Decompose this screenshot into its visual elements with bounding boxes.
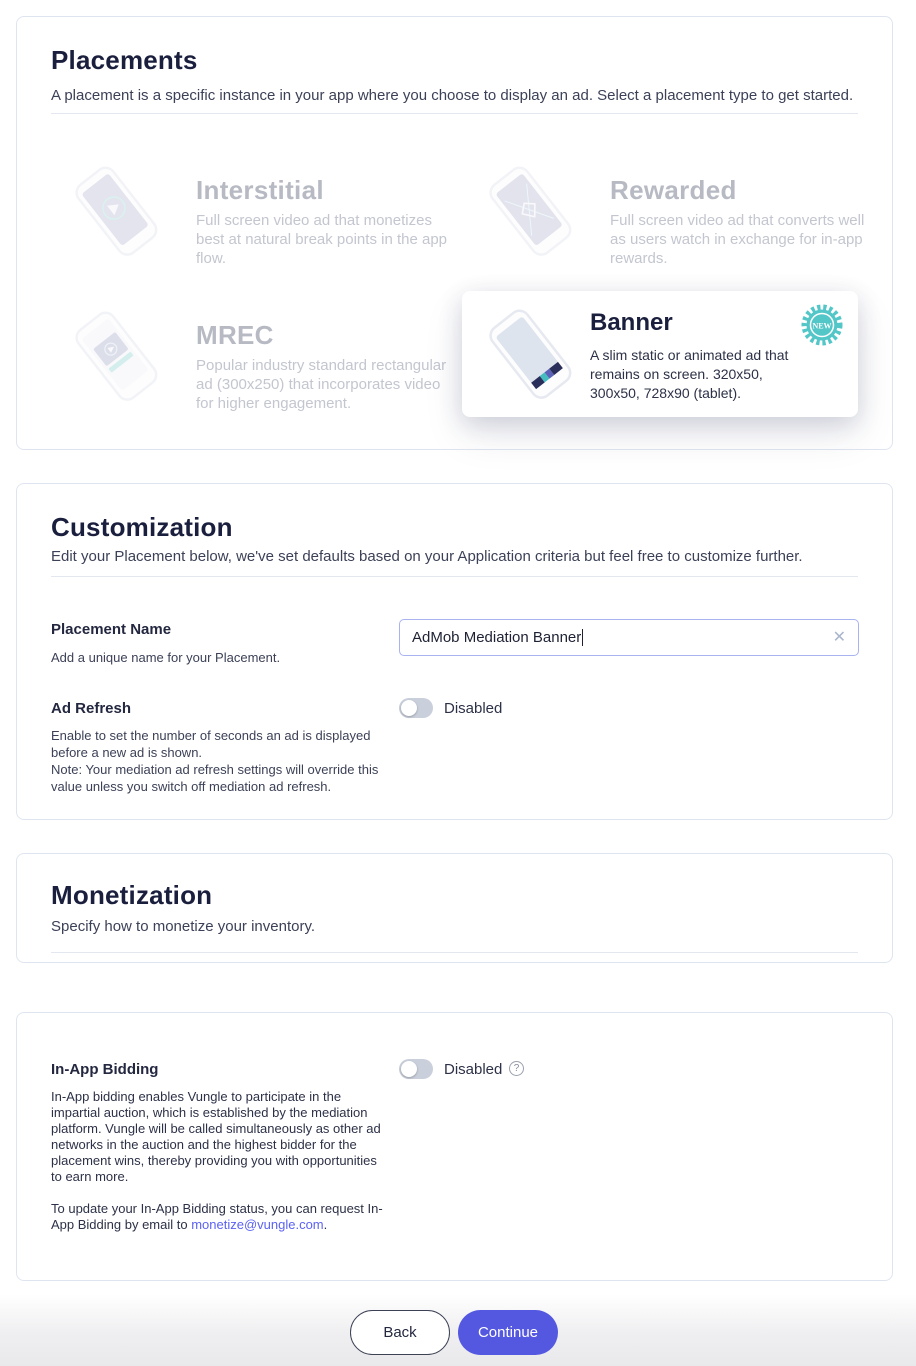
interstitial-phone-icon [57, 157, 177, 272]
ad-refresh-status: Disabled [444, 700, 503, 717]
back-button[interactable]: Back [350, 1310, 450, 1355]
help-icon[interactable]: ? [509, 1061, 524, 1076]
banner-title: Banner [590, 309, 673, 336]
rewarded-description: Full screen video ad that converts well as users watch in exchange for in-app rewards. [610, 212, 865, 267]
in-app-bidding-status: Disabled [444, 1061, 503, 1078]
ad-refresh-label: Ad Refresh [51, 700, 132, 717]
placement-type-rewarded[interactable] [465, 153, 865, 278]
ad-refresh-help [51, 727, 381, 795]
in-app-bidding-toggle-knob [401, 1061, 417, 1077]
monetize-email-link[interactable]: monetize@vungle.com [191, 1217, 324, 1232]
text-cursor [582, 629, 583, 646]
new-badge [800, 303, 844, 347]
ad-refresh-help-line2: Note: Your mediation ad refresh settings will override this value unless you switch off mediation ad refresh. [51, 762, 379, 794]
monetization-card [16, 853, 893, 963]
customization-title: Customization [51, 512, 233, 542]
banner-phone-icon [476, 305, 586, 410]
placement-type-mrec[interactable] [51, 298, 451, 423]
placements-divider [51, 113, 858, 114]
placement-type-banner-selected[interactable] [462, 291, 858, 417]
placement-name-help: Add a unique name for your Placement. [51, 650, 281, 665]
ad-refresh-help-line1: Enable to set the number of seconds an ad is displayed before a new ad is shown. [51, 728, 371, 760]
monetization-divider [51, 952, 858, 953]
continue-button[interactable]: Continue [458, 1310, 558, 1355]
customization-card [16, 483, 893, 820]
in-app-bidding-card [16, 1012, 893, 1281]
placements-title: Placements [51, 45, 198, 75]
rewarded-title: Rewarded [610, 175, 737, 205]
mrec-phone-icon [57, 302, 177, 417]
placement-name-value: AdMob Mediation Banner [412, 629, 582, 646]
placement-name-input[interactable] [399, 619, 859, 656]
placement-name-label: Placement Name [51, 621, 172, 638]
in-app-bidding-update-note [51, 1201, 389, 1233]
mrec-title: MREC [196, 320, 274, 350]
customization-subtitle: Edit your Placement below, we've set defaults based on your Application criteria but feel free to customize further. [51, 548, 803, 565]
interstitial-description: Full screen video ad that monetizes best at natural break points in the app flow. [196, 212, 448, 267]
mrec-description: Popular industry standard rectangular ad (300x250) that incorporates video for higher engagement. [196, 357, 447, 412]
placements-subtitle: A placement is a specific instance in your app where you choose to display an ad. Select a placement type to get started. [51, 87, 854, 104]
update-note-text: To update your In-App Bidding status, you can request In-App Bidding by email to [51, 1201, 383, 1232]
placements-card [16, 16, 893, 450]
banner-description: A slim static or animated ad that remains on screen. 320x50, 300x50, 728x90 (tablet). [590, 347, 789, 401]
new-badge-label: NEW [812, 321, 832, 331]
customization-divider [51, 576, 858, 577]
interstitial-title: Interstitial [196, 175, 324, 205]
monetization-title: Monetization [51, 880, 213, 910]
in-app-bidding-toggle[interactable] [399, 1059, 433, 1079]
in-app-bidding-description: In-App bidding enables Vungle to participate in the impartial auction, which is established by the mediation platform. Vungle will be called simultaneously as other ad networks in the auction and the highest bidder for the placement wins, thereby providing you with opportunities to earn more. [51, 1089, 381, 1184]
clear-input-icon[interactable]: ✕ [832, 628, 846, 646]
monetization-subtitle: Specify how to monetize your inventory. [51, 918, 316, 935]
ad-refresh-toggle-knob [401, 700, 417, 716]
in-app-bidding-label: In-App Bidding [51, 1061, 159, 1078]
rewarded-phone-icon [471, 157, 591, 272]
placement-type-interstitial[interactable] [51, 153, 451, 278]
update-note-suffix: . [323, 1217, 328, 1232]
ad-refresh-toggle[interactable] [399, 698, 433, 718]
